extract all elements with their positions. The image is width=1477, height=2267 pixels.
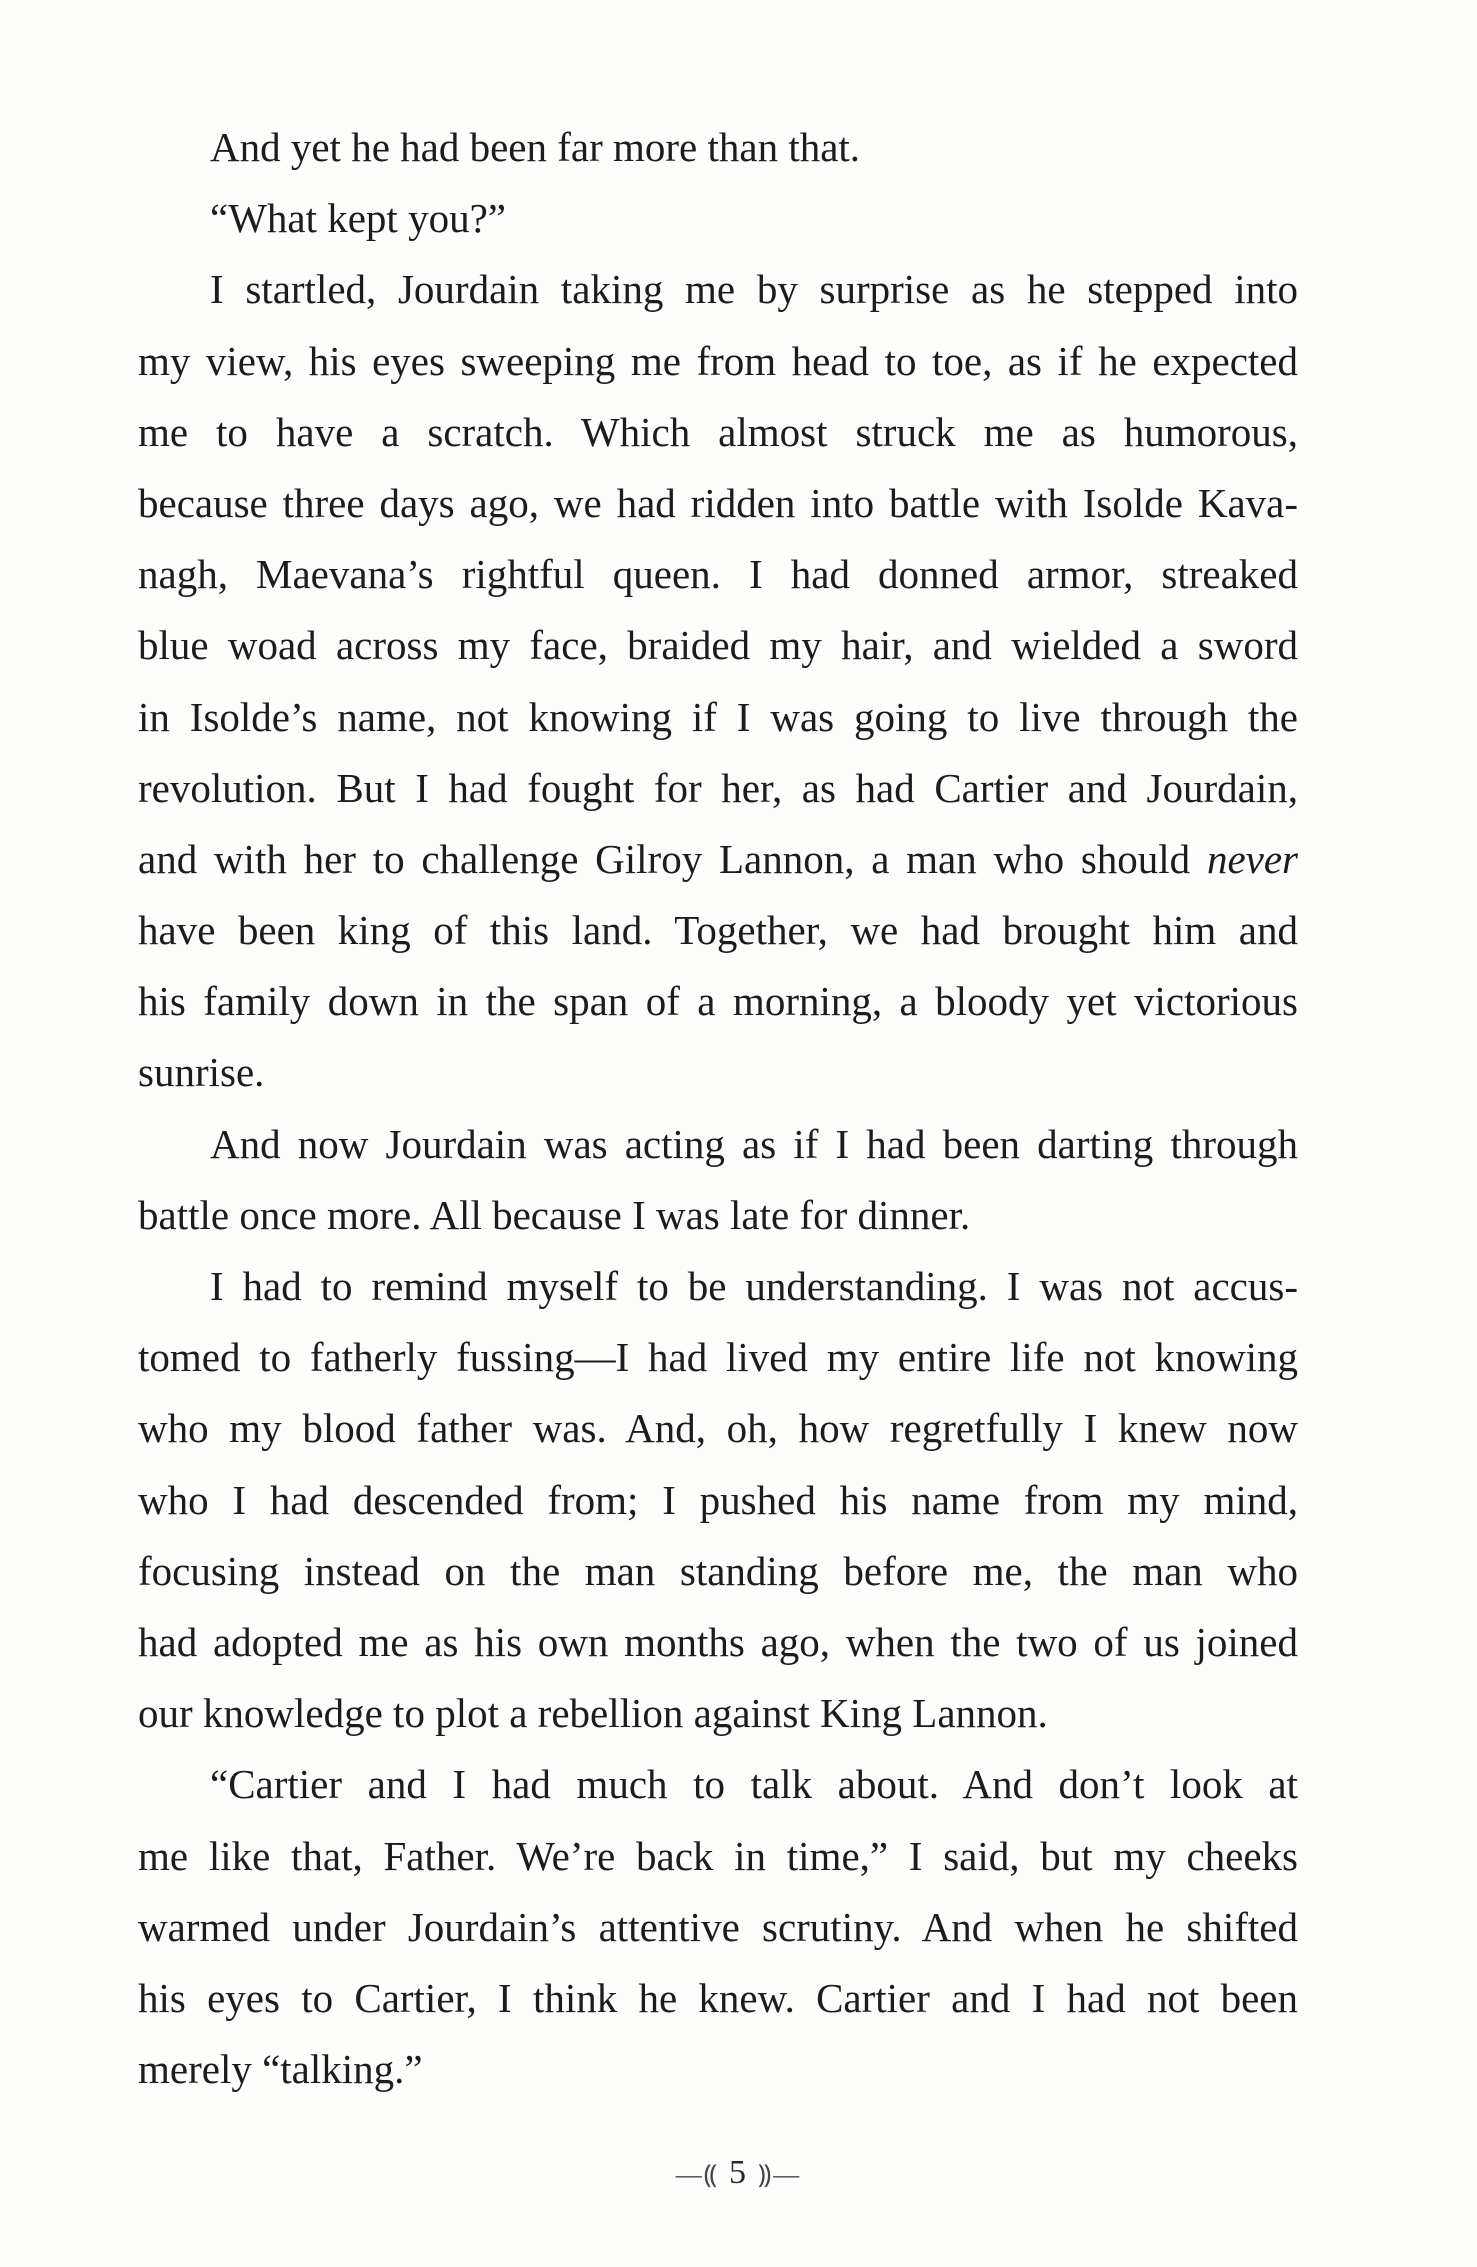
text-line: focusing instead on the man standing before me, the man who — [138, 1547, 1298, 1594]
text-line — [138, 824, 1298, 895]
text-line: nagh, Maevana’s rightful queen. I had donned armor, streaked — [138, 551, 1298, 598]
page-number: 5 — [729, 2154, 748, 2191]
text-line: our knowledge to plot a rebellion against King Lannon. — [138, 1690, 1048, 1737]
text-line: because three days ago, we had ridden into battle with Isolde Kava- — [138, 479, 1298, 526]
text-line: merely “talking.” — [138, 2046, 423, 2093]
text-line: And now Jourdain was acting as if I had been darting through — [210, 1120, 1298, 1167]
text-line: I startled, Jourdain taking me by surprise as he stepped into — [210, 266, 1298, 313]
left-ornament-icon: —⸨ — [675, 2160, 719, 2189]
text-line: had adopted me as his own months ago, when the two of us joined — [138, 1618, 1298, 1665]
text-line: “What kept you?” — [210, 195, 506, 242]
text-line: battle once more. All because I was late for dinner. — [138, 1191, 971, 1238]
text-line: warmed under Jourdain’s attentive scrutiny. And when he shifted — [138, 1903, 1298, 1950]
text-line: “Cartier and I had much to talk about. And don’t look at — [210, 1761, 1298, 1808]
emphasized-word: never — [1206, 835, 1298, 882]
page-number-footer — [0, 2154, 1477, 2192]
right-ornament-icon: ⸩— — [758, 2160, 802, 2189]
text-line: blue woad across my face, braided my hair, and wielded a sword — [138, 622, 1298, 669]
text-line: his eyes to Cartier, I think he knew. Cartier and I had not been — [138, 1974, 1298, 2021]
text-line: And yet he had been far more than that. — [210, 124, 861, 170]
text-line: have been king of this land. Together, we had brought him and — [138, 907, 1298, 954]
text-line: revolution. But I had fought for her, as had Cartier and Jourdain, — [138, 764, 1298, 811]
text-line: tomed to fatherly fussing—I had lived my entire life not knowing — [138, 1334, 1298, 1381]
text-line: sunrise. — [138, 1049, 265, 1096]
text-line: his family down in the span of a morning, a bloody yet victorious — [138, 978, 1298, 1025]
text-line: in Isolde’s name, not knowing if I was going to live through the — [138, 693, 1298, 740]
text-line: who my blood father was. And, oh, how regretfully I knew now — [138, 1405, 1298, 1452]
text-line: me like that, Father. We’re back in time,” I said, but my cheeks — [138, 1832, 1298, 1879]
text-line: my view, his eyes sweeping me from head to toe, as if he expected — [138, 337, 1298, 384]
text-line: who I had descended from; I pushed his name from my mind, — [138, 1476, 1298, 1523]
text-segment: and with her to challenge Gilroy Lannon, a man who should — [138, 835, 1191, 882]
text-line: I had to remind myself to be understanding. I was not accus- — [210, 1263, 1298, 1309]
text-line: me to have a scratch. Which almost struck me as humorous, — [138, 408, 1298, 455]
body-text — [138, 112, 1298, 2105]
